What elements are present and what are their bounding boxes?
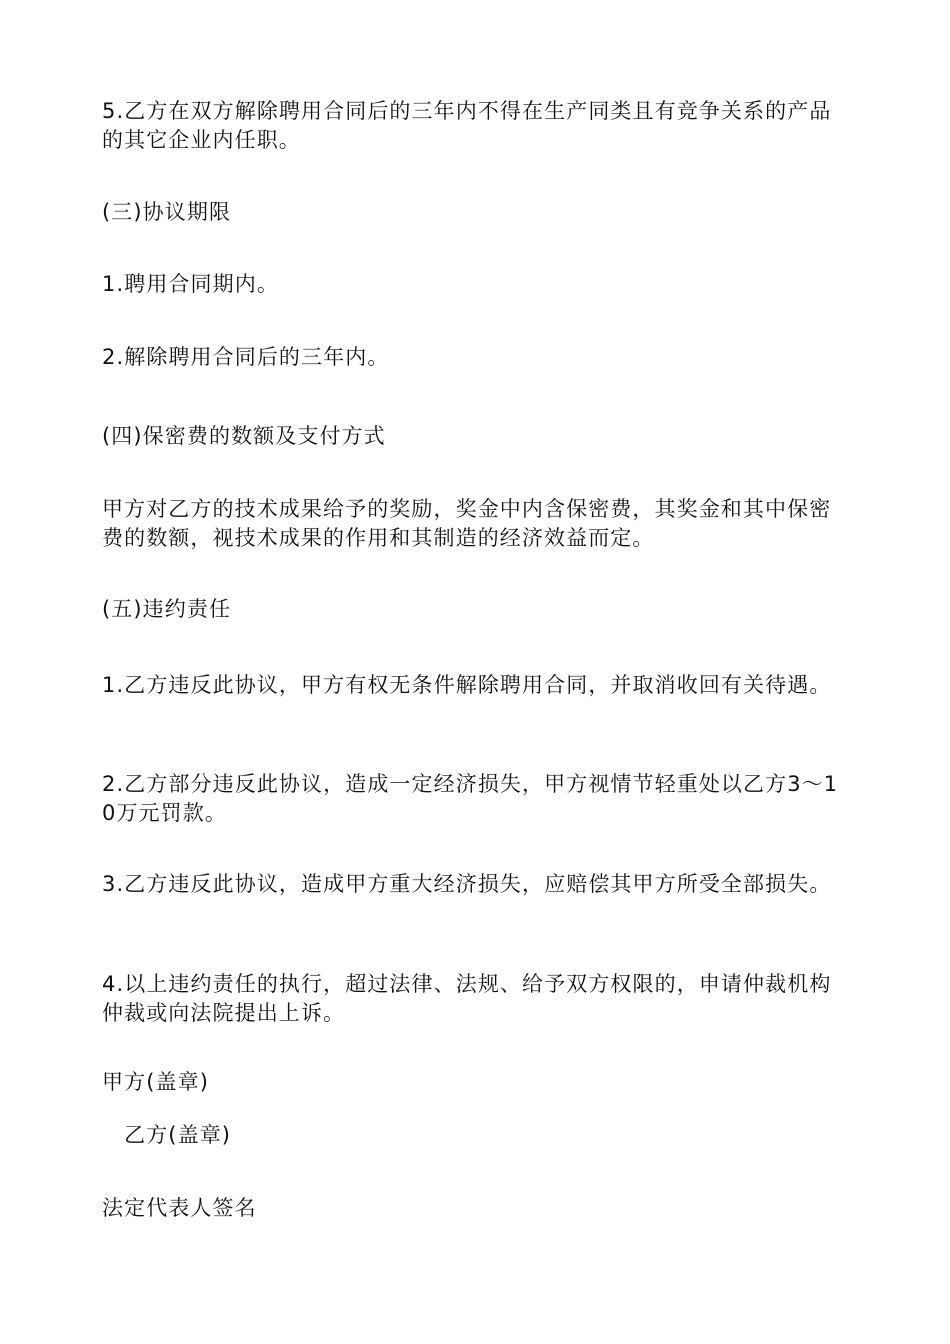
liability-item-3: 3.乙方违反此协议，造成甲方重大经济损失，应赔偿其甲方所受全部损失。 [102,872,832,896]
term-item-2: 2.解除聘用合同后的三年内。 [102,345,390,369]
section-4-heading: (四)保密费的数额及支付方式 [102,424,386,448]
liability-item-4: 4.以上违约责任的执行，超过法律、法规、给予双方权限的，申请仲裁机构仲裁或向法院提出上诉。 [102,972,832,1025]
section-3-heading: (三)协议期限 [102,200,232,224]
section-5-heading: (五)违约责任 [102,597,232,621]
legal-representative-signature: 法定代表人签名 [102,1196,257,1220]
clause-5-noncompete: 5.乙方在双方解除聘用合同后的三年内不得在生产同类且有竞争关系的产品的其它企业内任职。 [102,99,832,152]
party-b-seal: 乙方(盖章) [102,1123,232,1147]
liability-item-1: 1.乙方违反此协议，甲方有权无条件解除聘用合同，并取消收回有关待遇。 [102,673,832,697]
term-item-1: 1.聘用合同期内。 [102,272,279,296]
confidentiality-fee-paragraph: 甲方对乙方的技术成果给予的奖励，奖金中内含保密费，其奖金和其中保密费的数额，视技术成果的作用和其制造的经济效益而定。 [102,497,832,550]
party-a-seal: 甲方(盖章) [102,1070,209,1094]
liability-item-2: 2.乙方部分违反此协议，造成一定经济损失，甲方视情节轻重处以乙方3～10万元罚款。 [102,772,839,825]
